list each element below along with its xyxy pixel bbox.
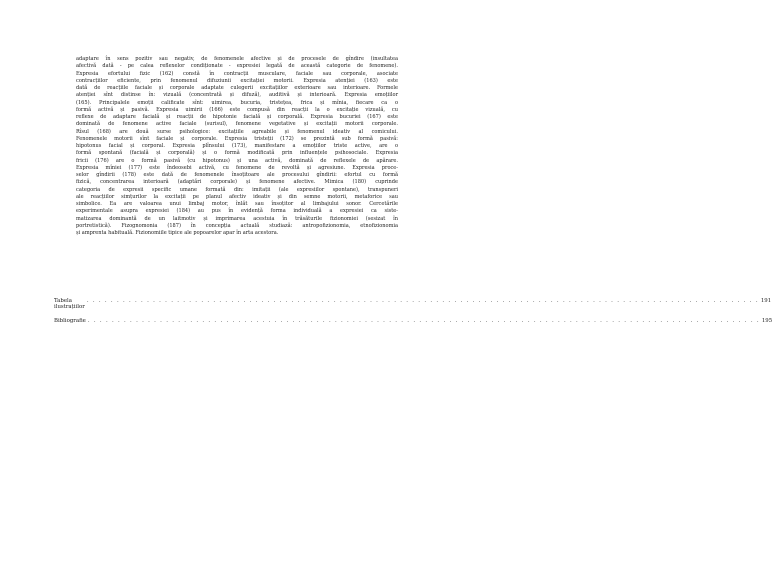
text-line: Rîsul (168) are două surse psihologice: excitațiile agreabile și fenomenul ideativ al comicului. [76,128,398,135]
toc-entry-label: Bibliografie [54,318,86,324]
text-line: matizarea dominantă de un laitmotiv și imprimarea acestuia în trăsăturile fizionomiei (sesizat în [76,215,398,222]
toc-entry-bibliography[interactable] [54,318,772,324]
text-line: (165). Principalele emoții calificate sînt: uimirea, bucuria, tristețea, frica și mînia, fiecare ca o [76,99,398,106]
toc-entry-page-number: 195 [761,318,772,324]
text-line: atenției sînt distinse în: vizuală (concentrată și difuză), auditivă și interioară. Expresia emoțiilor [76,92,398,99]
text-line: fricii (176) are o formă pasivă (cu hipotonus) și una activă, dominată de reflexele de apărare. [76,157,398,164]
text-line: selor gîndirii (178) este dată de fenomenele însoțitoare ale procesului gîndirii: efortul cu formă [76,172,398,178]
toc-entry-page-number: 191 [760,298,772,304]
chapter-summary-paragraph [76,56,398,237]
text-line: afectivă dată - pe calea reflexelor condiționate - expresiei legată de această categorie de fenomene). [76,63,398,70]
text-line: hipotonus facial și corporal. Expresia plînsului (173), manifestare a emoțiilor triste active, are o [76,143,398,149]
text-line: portretistică). Fizognomonia (187) în concepția actuală studiază: antropofizionomia, etnofizionomia [76,222,398,229]
text-line: fizică, concentrarea interioară (adaptări corporale) și fenomene afective. Mimica (180) cuprinde [76,179,398,186]
text-line: contracțiilor eficiente, prin fenomenul difuziunii excitației motorii. Expresia atenției (163) este [76,77,398,84]
text-line: formă spontană (facială și corporală) și o formă modificată prin influențele psihosociale. Expresia [76,150,398,157]
text-line: Expresia efortului fizic (162) constă în contracții musculare, faciale sau corporale, asociate [76,70,398,77]
text-line: Expresia mîniei (177) este îndeosebi activă, cu fenomene de revoltă și agresiune. Expresia proce- [76,164,398,171]
toc-dot-leader: . . . . . . . . . . . . . . . . . . . . . . . . . . . . . . . . . . . . . . . . . . . . . . . . . . . . . . . . . . . . . . . . . . . . . . . . . . . . . . . . . . . . . . . . . . . . . . . . . . . . . . . . . . . . . . . . [87,318,760,324]
text-line: formă activă și pasivă. Expresia uimirii (166) este compusă din reacții la o excitație vizuală, cu [76,106,398,113]
text-line: ale reacțiilor simțurilor la excitații pe planul afectiv ideativ și din semne motorii, metaforice sau [76,193,398,200]
text-line: și amprenta habituală. Fizionomiile tipice ale popoarelor apar în arta acestora. [76,230,279,236]
text-line: reflexe de adaptare facială și reacții de hipotonie facială și corporală. Expresia bucuriei (167) este [76,114,398,120]
text-line: dată de reacțiile faciale și corporale adaptate culegerii excitațiilor exterioare sau interioare. Formele [76,85,398,91]
toc-dot-leader: . . . . . . . . . . . . . . . . . . . . . . . . . . . . . . . . . . . . . . . . . . . . . . . . . . . . . . . . . . . . . . . . . . . . . . . . . . . . . . . . . . . . . . . . . . . . . . . . . . . . . . . . . . . . . . . . [86,298,759,304]
text-line: simbolice. Ea are valoarea unui limbaj motor, înlăt sau însoțitor al limbajului sonor. Cercetările [76,201,398,207]
text-line: adaptare în sens pozitiv sau negativ, de fenomenele afective și de procesele de gîndire (insultatea [76,56,398,62]
text-line: categoria de expresii specific umane formată din: imitații (ale expresiilor spontane), transpuneri [76,186,398,193]
toc-entry-label: Tabela ilustrațiilor [54,298,85,310]
text-line: experimentale asupra expresiei (184) au pus în evidență forma individuală a expresiei ca siste- [76,208,398,215]
text-line: Fenomenele motorii sînt faciale și corporale. Expresia tristeții (172) se prezintă sub formă pasivă: [76,135,398,142]
toc-entry-illustrations[interactable] [54,298,772,310]
text-line: dominată de fenomene active faciale (surisul), fenomene vegetative și excitații motorii corporale. [76,121,398,128]
